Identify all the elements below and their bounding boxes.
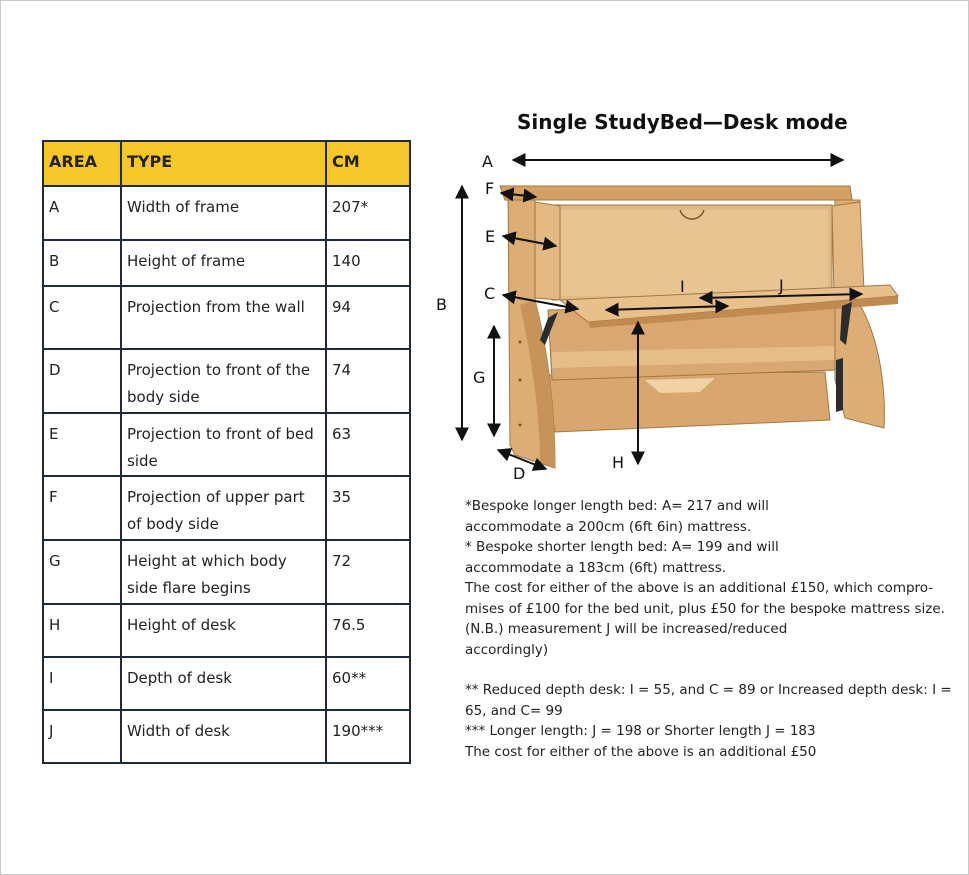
diagram-title: Single StudyBed—Desk mode [517, 110, 848, 134]
label-d: D [513, 464, 526, 483]
note-line: The cost for either of the above is an additional £50 [465, 743, 817, 760]
cell-cm: 190*** [326, 710, 410, 763]
table-row [43, 240, 410, 286]
cell-area: D [43, 349, 121, 413]
table-row [43, 286, 410, 349]
note-line: accordingly) [465, 641, 549, 658]
note-line: 65, and C= 99 [465, 702, 563, 719]
table-row [43, 540, 410, 604]
cell-area: I [43, 657, 121, 710]
furniture-illustration [500, 186, 898, 468]
cell-area: J [43, 710, 121, 763]
cell-cm: 72 [326, 540, 410, 604]
studybed-diagram [430, 140, 910, 485]
note-line: ** Reduced depth desk: I = 55, and C = 89 or Increased depth desk: I = [465, 682, 952, 698]
note-line: accommodate a 200cm (6ft 6in) mattress. [465, 518, 752, 535]
cell-type: Projection from the wall [121, 286, 326, 349]
table-row [43, 476, 410, 540]
cell-cm: 60** [326, 657, 410, 710]
note-line: accommodate a 183cm (6ft) mattress. [465, 559, 727, 576]
cell-type: Height of desk [121, 604, 326, 657]
label-h: H [612, 453, 625, 472]
label-c: C [484, 284, 496, 303]
cell-type: Depth of desk [121, 657, 326, 710]
cell-cm: 35 [326, 476, 410, 540]
label-e: E [485, 227, 496, 246]
cell-area: F [43, 476, 121, 540]
header-cm: CM [326, 141, 410, 186]
note-line: *Bespoke longer length bed: A= 217 and will [465, 498, 769, 514]
cell-type: Width of desk [121, 710, 326, 763]
cell-cm: 94 [326, 286, 410, 349]
cell-type: Height of frame [121, 240, 326, 286]
table-row [43, 657, 410, 710]
label-f: F [485, 179, 495, 198]
note-line: (N.B.) measurement J will be increased/reduced [465, 621, 788, 637]
cell-area: H [43, 604, 121, 657]
label-b: B [436, 295, 447, 314]
cell-cm: 140 [326, 240, 410, 286]
cell-cm: 76.5 [326, 604, 410, 657]
note-line: * Bespoke shorter length bed: A= 199 and will [465, 539, 779, 555]
cell-area: G [43, 540, 121, 604]
notes [465, 496, 955, 762]
header-type: TYPE [121, 141, 326, 186]
cell-type: Projection to front of the body side [121, 349, 326, 413]
note-line: *** Longer length: J = 198 or Shorter length J = 183 [465, 723, 816, 739]
table-header-row [43, 141, 410, 186]
cell-type: Projection to front of bed side [121, 413, 326, 476]
table-row [43, 604, 410, 657]
dimensions-table [42, 140, 411, 764]
label-a: A [482, 152, 493, 171]
cell-area: C [43, 286, 121, 349]
cell-cm: 63 [326, 413, 410, 476]
label-j: J [779, 276, 784, 295]
cell-cm: 207* [326, 186, 410, 240]
cell-area: B [43, 240, 121, 286]
note-line: The cost for either of the above is an additional £150, which compro- [465, 580, 934, 596]
label-i: I [680, 277, 685, 296]
cell-type: Height at which body side flare begins [121, 540, 326, 604]
cell-cm: 74 [326, 349, 410, 413]
cell-type: Width of frame [121, 186, 326, 240]
table-row [43, 349, 410, 413]
cell-area: A [43, 186, 121, 240]
notes-spacer [465, 660, 955, 680]
label-g: G [473, 368, 486, 387]
table-row [43, 413, 410, 476]
header-area: AREA [43, 141, 121, 186]
cell-area: E [43, 413, 121, 476]
table-row [43, 186, 410, 240]
note-line: mises of £100 for the bed unit, plus £50 for the bespoke mattress size. [465, 600, 945, 617]
cell-type: Projection of upper part of body side [121, 476, 326, 540]
table-row [43, 710, 410, 763]
